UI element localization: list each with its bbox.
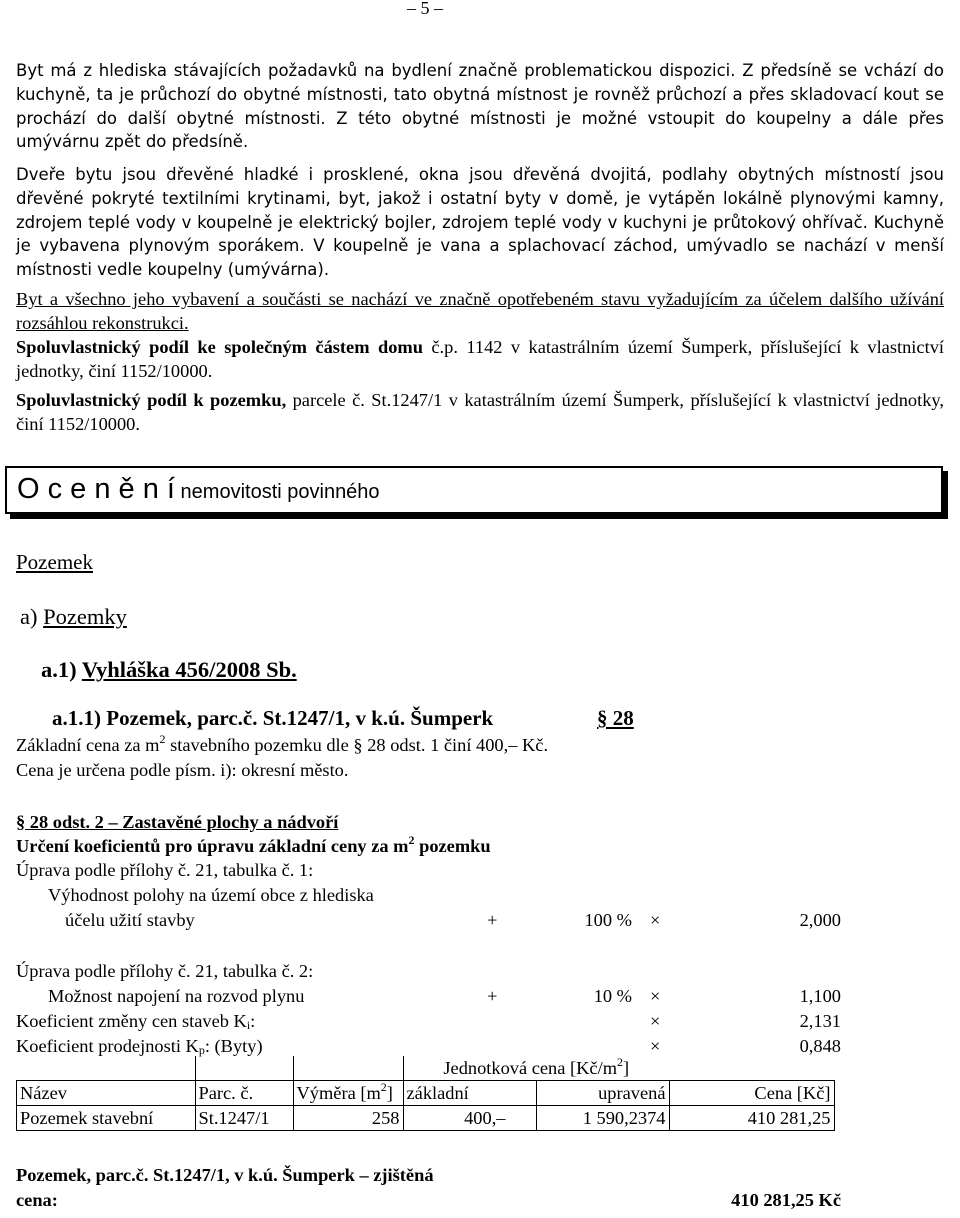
layout-description-paragraph: Byt má z hlediska stávajících požadavků na bydlení značně problematickou dispozici. Z předsíně se vchází do kuchyně, ta je průchozí do obytné místnosti, tato obytná místnost je rovněž průchozí a přes skladovací kout se prochází do další obytné místnosti. Z této obytné místnosti je možné vstoupit do koupelny a dále přes umývárnu zpět do předsíně.	[16, 61, 944, 152]
ki-label	[16, 1011, 255, 1032]
unit-price-header-1: Jednotková cena [Kč/m	[443, 1057, 617, 1078]
table-unit-price-header	[403, 1056, 669, 1081]
table-cell-parc: St.1247/1	[195, 1106, 293, 1131]
share-land-text: parcele č. St.1247/1 v katastrálním území Šumperk, příslušející k vlastnictví jednotky, činí 1152/10000.	[16, 390, 944, 434]
base-price-line	[16, 732, 549, 756]
par28-title	[16, 812, 338, 833]
coef-heading-2: pozemku	[414, 836, 491, 856]
share-common-parts-label: Spoluvlastnický podíl ke společným částem domu	[16, 337, 423, 357]
section-title-main: O c e n ě n í	[17, 473, 175, 505]
base-price-text-2: stavebního pozemku dle § 28 odst. 1 činí 400,– Kč.	[165, 735, 549, 755]
heading-a1	[41, 657, 297, 683]
heading-a1-text: Vyhláška 456/2008 Sb.	[81, 657, 297, 682]
area-header-sup: 2	[380, 1079, 387, 1094]
heading-a11-prefix: a.1.1)	[52, 706, 107, 730]
kp-times: ×	[650, 1036, 661, 1056]
section-heading-box	[5, 466, 943, 514]
table-header-row-1	[17, 1056, 835, 1081]
table-header-name: Název	[17, 1081, 196, 1106]
par28-title-name: Zastavěné plochy a nádvoří	[122, 812, 339, 832]
ki-label-2: :	[250, 1011, 256, 1031]
table-row	[17, 1106, 835, 1131]
table-cell-price: 410 281,25	[669, 1106, 834, 1131]
section-title	[17, 473, 380, 506]
adj1-percent: 100 %	[584, 910, 632, 930]
adj2-value: 1,100	[799, 986, 841, 1006]
adj1-times: ×	[650, 910, 661, 930]
adj1-item-line1: Výhodnost polohy na území obce z hlediska	[48, 885, 374, 905]
table-header-row-2	[17, 1081, 835, 1106]
heading-a-prefix: a)	[20, 604, 44, 629]
condition-paragraph: Byt a všechno jeho vybavení a součásti se nachází ve značně opotřebeném stavu vyžadujícím za účelem dalšího užívání rozsáhlou rekonstrukci.	[16, 289, 944, 333]
area-header-2: ]	[386, 1082, 393, 1103]
unit-price-header-2: ]	[623, 1057, 630, 1078]
section-title-sub: nemovitosti povinného	[174, 481, 380, 503]
heading-a-text: Pozemky	[43, 604, 127, 629]
heading-pozemek: Pozemek	[16, 550, 93, 574]
ki-sub: i	[246, 1018, 251, 1032]
coef-heading	[16, 833, 491, 857]
kp-sub: p	[198, 1043, 205, 1057]
table-cell-adjusted: 1 590,2374	[536, 1106, 669, 1131]
adj1-value: 2,000	[799, 910, 841, 930]
table-header-base: základní	[403, 1081, 536, 1106]
adj2-percent: 10 %	[593, 986, 632, 1006]
ki-label-1: Koeficient změny cen staveb K	[16, 1011, 247, 1031]
par28-title-ref: § 28 odst. 2 –	[16, 812, 123, 832]
table-header-parc: Parc. č.	[195, 1081, 293, 1106]
result-value: 410 281,25 Kč	[731, 1190, 841, 1210]
table-cell-area: 258	[293, 1106, 403, 1131]
kp-value: 0,848	[799, 1036, 841, 1056]
equipment-description-paragraph: Dveře bytu jsou dřevěné hladké i prosklené, okna jsou dřevěná dvojitá, podlahy obytných místností jsou dřevěné pokryté textilními krytinami, byt, jakož i ostatní byty v domě, je vytápěn lokálně plynovými kamny, zdrojem teplé vody v koupelně je elektrický bojler, zdrojem teplé vody v kuchyni je průtokový ohřívač. Kuchyně je vybavena plynovým sporákem. V koupelně je vana a splachovací záchod, umývadlo se nachází v menší místnosti vedle koupelny (umývárna).	[16, 165, 944, 280]
table-empty-cell	[293, 1056, 403, 1081]
valuation-table	[16, 1056, 835, 1131]
share-land-label: Spoluvlastnický podíl k pozemku,	[16, 390, 287, 410]
unit-price-header-sup: 2	[617, 1054, 623, 1069]
table-empty-cell	[669, 1056, 834, 1081]
coef-heading-sup: 2	[408, 833, 415, 847]
coef-heading-1: Určení koeficientů pro úpravu základní ceny za m	[16, 836, 409, 856]
adj2-title: Úprava podle přílohy č. 21, tabulka č. 2:	[16, 961, 314, 981]
adj2-times: ×	[650, 986, 661, 1006]
table-header-area	[293, 1081, 403, 1106]
adj1-sign: +	[487, 910, 498, 930]
heading-a11	[52, 706, 493, 731]
adj1-title: Úprava podle přílohy č. 21, tabulka č. 1:	[16, 860, 314, 880]
table-cell-base: 400,–	[403, 1106, 536, 1131]
share-common-parts-text: č.p. 1142 v katastrálním území Šumperk, příslušející k vlastnictví jednotky, činí 1152/10000.	[16, 337, 944, 381]
adj2-sign: +	[487, 986, 498, 1006]
table-empty-cell	[195, 1056, 293, 1081]
heading-a11-paragraph-ref: § 28	[597, 706, 634, 730]
ki-value: 2,131	[799, 1011, 841, 1031]
kp-label	[16, 1036, 263, 1057]
heading-a11-text: Pozemek, parc.č. St.1247/1, v k.ú. Šumperk	[106, 706, 494, 730]
adj1-item-line2: účelu užití stavby	[65, 910, 195, 930]
table-cell-name: Pozemek stavební	[17, 1106, 196, 1131]
page-number: – 5 –	[407, 0, 443, 18]
kp-label-2: : (Byty)	[204, 1036, 263, 1056]
result-label-line2: cena:	[16, 1190, 58, 1210]
result-label-line1: Pozemek, parc.č. St.1247/1, v k.ú. Šumperk – zjištěná	[16, 1165, 434, 1185]
base-price-text-1: Základní cena za m	[16, 735, 160, 755]
adj2-item: Možnost napojení na rozvod plynu	[48, 986, 305, 1006]
table-header-adjusted: upravená	[536, 1081, 669, 1106]
share-common-parts-paragraph	[16, 335, 944, 383]
share-land-paragraph	[16, 388, 944, 436]
area-header-1: Výměra [m	[296, 1082, 381, 1103]
heading-a1-prefix: a.1)	[41, 657, 82, 682]
table-header-price: Cena [Kč]	[669, 1081, 834, 1106]
kp-label-1: Koeficient prodejnosti K	[16, 1036, 199, 1056]
table-empty-cell	[17, 1056, 196, 1081]
heading-a-pozemky	[20, 604, 127, 630]
ki-times: ×	[650, 1011, 661, 1031]
base-price-note: Cena je určena podle písm. i): okresní město.	[16, 760, 349, 780]
base-price-sup: 2	[159, 732, 166, 746]
